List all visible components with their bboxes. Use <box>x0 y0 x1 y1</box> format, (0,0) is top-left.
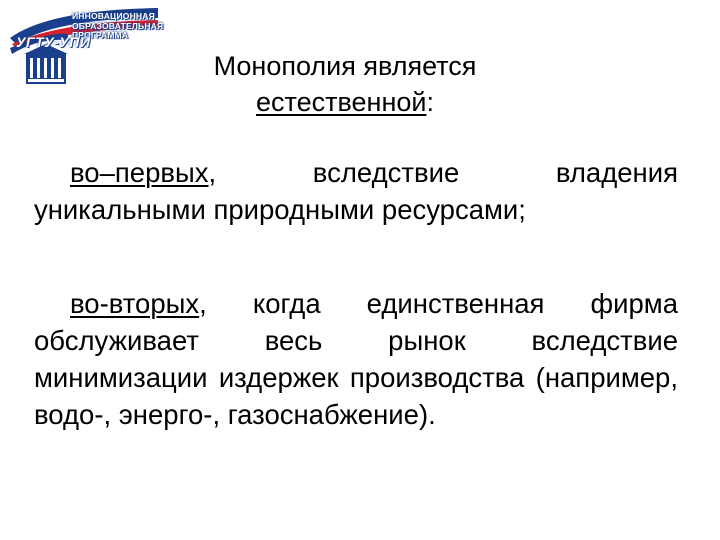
logo-university-name: УГТУ-УПИ <box>16 34 91 50</box>
paragraph-first-lead: во–первых <box>70 157 209 188</box>
paragraph-second-lead: во-вторых <box>70 288 200 319</box>
logo-line-2: ОБРАЗОВАТЕЛЬНАЯ <box>72 20 164 31</box>
title-line-1: Монополия является <box>213 51 477 81</box>
paragraph-second <box>34 285 678 433</box>
title-keyword: естественной <box>256 87 427 117</box>
paragraph-first <box>34 154 678 228</box>
title-colon: : <box>426 87 434 117</box>
slide-title <box>130 48 560 120</box>
logo-line-1: ИННОВАЦИОННАЯ <box>72 11 155 21</box>
logo-line-3: ПРОГРАММА <box>72 30 129 40</box>
title-line-2 <box>130 84 560 120</box>
paragraph-second-text: , когда единственная фирма обслуживает весь рынок вследствие минимизации издержек производства (например, водо-, энерго-, газоснабжение). <box>34 288 678 430</box>
paragraph-first-text: , вследствие владения уникальными природными ресурсами; <box>34 157 678 225</box>
